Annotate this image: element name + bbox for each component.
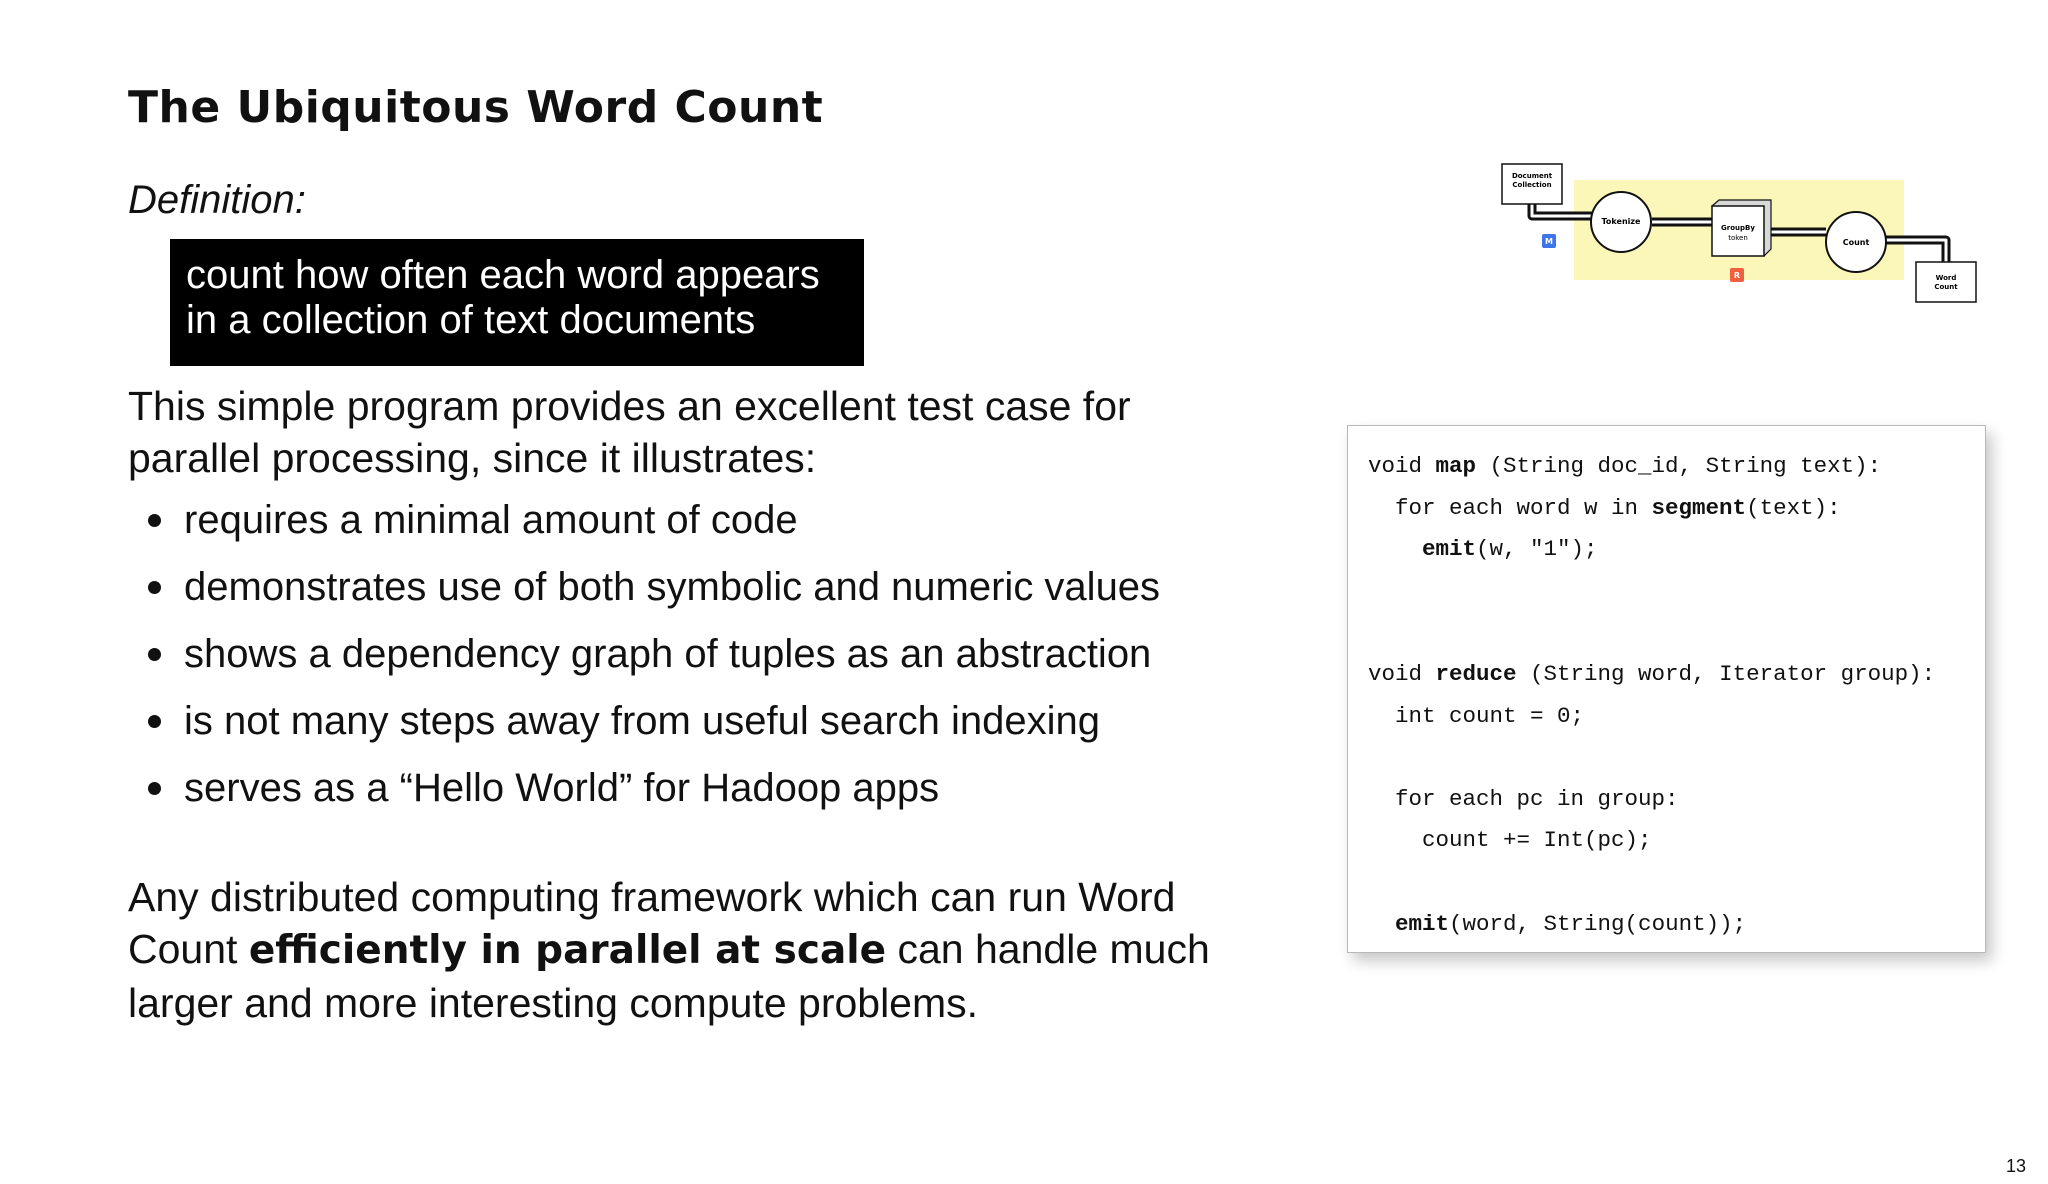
- bullet-dot-icon: [148, 581, 161, 594]
- outro-text: Any distributed computing framework which can run Word Count: [128, 874, 1176, 972]
- bullet-text: demonstrates use of both symbolic and numeric values: [184, 565, 1161, 609]
- groupby-node-label: GroupBy: [1721, 224, 1755, 232]
- bullet-dot-icon: [148, 715, 161, 728]
- sink-node: [1916, 262, 1976, 302]
- bullet-text: requires a minimal amount of code: [184, 498, 798, 542]
- sink-node-label: Word: [1935, 274, 1957, 282]
- count-node-label: Count: [1842, 238, 1870, 247]
- definition-line: in a collection of text documents: [186, 298, 756, 342]
- bullet-text: shows a dependency graph of tuples as an abstraction: [184, 632, 1152, 676]
- outro-text: can handle much larger and more interesting compute problems.: [128, 926, 1210, 1026]
- tokenize-node: [1591, 192, 1651, 252]
- code-line-map-signature: void map (String doc_id, String text):: [1368, 453, 1882, 479]
- tokenize-node-label: Tokenize: [1601, 217, 1641, 226]
- code-line-reduce-emit: emit(word, String(count));: [1395, 910, 1747, 937]
- page-number: 13: [2006, 1156, 2027, 1176]
- bullet-text: is not many steps away from useful search indexing: [184, 699, 1100, 743]
- reduce-badge: [1730, 268, 1744, 282]
- code-line-map-emit: emit(w, "1");: [1422, 536, 1598, 563]
- source-node-label: Collection: [1512, 181, 1552, 189]
- code-panel: [1347, 425, 1986, 953]
- bullet-item: [140, 760, 1160, 827]
- source-node-label: Document: [1511, 172, 1553, 180]
- map-badge: [1542, 234, 1556, 248]
- definition-label: Definition:: [128, 178, 306, 222]
- bullet-item: [140, 693, 1160, 760]
- definition-line: count how often each word appears: [186, 253, 820, 297]
- groupby-node: [1712, 200, 1771, 256]
- outro-emphasis: efficiently in parallel at scale: [248, 928, 887, 973]
- intro-paragraph: This simple program provides an excellent test case for parallel processing, since it illustrates:: [128, 383, 1131, 481]
- code-line-reduce-signature: void reduce (String word, Iterator group):: [1368, 660, 1936, 687]
- sink-node-label: Count: [1934, 283, 1958, 291]
- code-line-reduce-loop: for each pc in group:: [1368, 785, 1679, 812]
- bullet-item: [140, 559, 1160, 626]
- code-line-reduce-add: count += Int(pc);: [1368, 827, 1652, 854]
- code-line-reduce-init: int count = 0;: [1368, 702, 1585, 729]
- bullet-text: serves as a “Hello World” for Hadoop apps: [184, 766, 940, 810]
- source-node: [1502, 164, 1562, 204]
- slide-title: The Ubiquitous Word Count: [128, 82, 824, 133]
- bullet-dot-icon: [148, 514, 161, 527]
- bullet-item: [140, 492, 1160, 559]
- pipeline-diagram: [1490, 150, 2000, 320]
- code-line-map-loop: for each word w in segment(text):: [1368, 494, 1841, 521]
- outro-paragraph: [128, 871, 1278, 1029]
- map-badge-label: M: [1545, 237, 1553, 246]
- bullet-dot-icon: [148, 648, 161, 661]
- groupby-node-sublabel: token: [1728, 234, 1748, 242]
- bullet-item: [140, 626, 1160, 693]
- count-node: [1826, 212, 1886, 272]
- reduce-badge-label: R: [1733, 271, 1741, 280]
- definition-box: [170, 239, 864, 366]
- bullet-dot-icon: [148, 782, 161, 795]
- bullet-list: [140, 492, 1160, 827]
- code-listing: [1368, 446, 1935, 945]
